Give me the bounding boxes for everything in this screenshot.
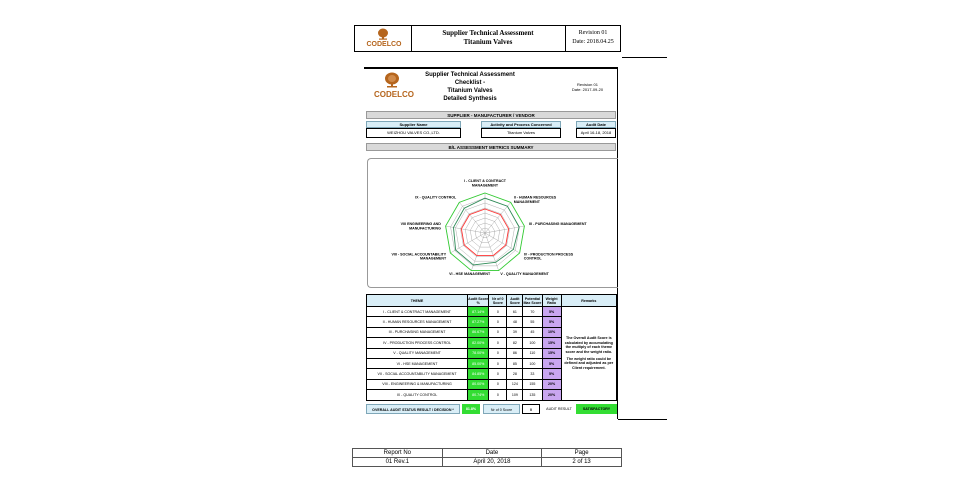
potential-max-cell: 155 [523, 379, 542, 389]
zero-score-label: Nr of 0 Score [483, 404, 520, 414]
footer-value-row [353, 458, 622, 467]
radar-axis-label [415, 196, 457, 200]
bottom-rule [618, 419, 667, 420]
potential-max-cell: 70 [523, 307, 542, 317]
footer-table [352, 448, 622, 467]
radar-axis-label-line: MANAGEMENT [420, 256, 447, 261]
inner-revision-box [560, 82, 615, 92]
audit-score-cell: 61 [507, 307, 523, 317]
nr-zero-cell: 0 [489, 338, 507, 348]
overall-row [366, 404, 617, 414]
theme-cell: VIII - ENGINEERING & MANUFACTURING [367, 379, 468, 389]
inner-title-line4: Detailed Synthesis [443, 96, 497, 102]
zero-score-value: 0 [522, 404, 540, 414]
radar-axis-label-line: VIII - SOCIAL ACCOUNTABILITY [391, 252, 447, 257]
metrics-heading: B/L ASSESSMENT METRICS SUMMARY [366, 143, 616, 151]
footer-date: April 20, 2018 [442, 458, 541, 467]
weight-ratio-cell: 5% [542, 369, 561, 379]
footer-report-no-label: Report No [353, 449, 443, 458]
audit-score-cell: 39 [507, 327, 523, 337]
audit-score-pct-cell: 87.14% [468, 307, 489, 317]
potential-max-cell: 110 [523, 348, 542, 358]
top-header [354, 25, 621, 52]
theme-cell: II - HUMAN RESOURCES MANAGEMENT [367, 317, 468, 327]
col-audit-score-pct: Audit Score % [468, 296, 489, 305]
potential-max-cell: 33 [523, 369, 542, 379]
radar-axis-label [524, 252, 574, 260]
inner-codelco-logo-icon [383, 72, 401, 88]
inner-title-line1: Supplier Technical Assessment [425, 72, 515, 78]
audit-score-cell: 28 [507, 369, 523, 379]
top-title-line1: Supplier Technical Assessment [442, 29, 534, 37]
footer-page: 2 of 13 [542, 458, 622, 467]
radar-spoke [485, 233, 520, 253]
activity-value: Titanium Valves [481, 128, 561, 138]
top-revision-box [565, 26, 620, 51]
inner-title-line3: Titanium Valves [447, 88, 493, 94]
nr-zero-cell: 0 [489, 307, 507, 317]
audit-score-pct-cell: 80.00% [468, 379, 489, 389]
theme-cell: IV - PRODUCTION PROCESS CONTROL [367, 338, 468, 348]
radar-axis-label [449, 272, 491, 276]
radar-spoke [459, 202, 485, 233]
audit-score-pct-cell: 86.67% [468, 327, 489, 337]
overall-label: OVERALL AUDIT STATUS RESULT / DECISION * [366, 404, 460, 414]
radar-axis-label-line: MANAGEMENT [471, 183, 499, 188]
footer-page-label: Page [542, 449, 622, 458]
radar-axis-label-line: I - CLIENT & CONTRACT [464, 179, 506, 184]
supplier-name-label: Supplier Name [366, 121, 461, 128]
top-rule [622, 57, 667, 58]
weight-ratio-cell: 5% [542, 307, 561, 317]
audit-date-value: April 16-18, 2018 [576, 128, 616, 138]
remarks-text-1: The Overall Audit Score is calculated by accumulating the multiply of each theme score and the weight ratio. [564, 336, 613, 354]
table-row [367, 307, 617, 317]
potential-max-cell: 135 [523, 390, 542, 400]
potential-max-cell: 55 [523, 317, 542, 327]
audit-score-cell: 48 [507, 317, 523, 327]
radar-axis-label-line: VIII ENGINEERING AND [400, 222, 441, 227]
supplier-section-heading: SUPPLIER - MANUFACTURER / VENDOR [366, 111, 616, 119]
audit-score-pct-cell: 84.85% [468, 369, 489, 379]
radar-axis-label-line: III - PURCHASING MANAGEMENT [529, 222, 587, 227]
results-header-row [367, 295, 617, 307]
col-nr-zero: Nr of 0 Score [489, 295, 507, 307]
nr-zero-cell: 0 [489, 390, 507, 400]
audit-score-cell: 124 [507, 379, 523, 389]
audit-score-cell: 86 [507, 348, 523, 358]
theme-cell: IX - QUALITY CONTROL [367, 390, 468, 400]
audit-score-cell: 85 [507, 358, 523, 368]
col-potential-max: Potential Max Score [523, 296, 542, 305]
overall-score: 81.8% [462, 404, 480, 414]
remarks-cell [561, 307, 616, 401]
potential-max-cell: 45 [523, 327, 542, 337]
col-theme: THEME [367, 295, 468, 307]
radar-axis-label [514, 196, 557, 204]
top-title [413, 29, 563, 47]
footer-label-row [353, 449, 622, 458]
weight-ratio-cell: 15% [542, 348, 561, 358]
radar-chart [367, 158, 618, 288]
top-logo-text: CODELCO [366, 41, 402, 48]
inner-title [420, 71, 520, 103]
top-revision: Revision 01 [578, 30, 608, 36]
weight-ratio-cell: 20% [542, 390, 561, 400]
radar-axis-label-line: IX - QUALITY CONTROL [415, 195, 457, 200]
nr-zero-cell: 0 [489, 348, 507, 358]
theme-cell: VII - SOCIAL ACCOUNTABILITY MANAGEMENT [367, 369, 468, 379]
audit-date-label: Audit Date [576, 121, 616, 128]
inner-date: Date: 2017-09-20 [571, 87, 604, 92]
weight-ratio-cell: 15% [542, 338, 561, 348]
radar-axis-label-line: IV - PRODUCTION PROCESS [523, 252, 574, 257]
remarks-text-2: The weight ratio could be defined and adjusted as per Client requirement. [564, 356, 614, 370]
radar-axis-label [464, 179, 507, 187]
footer-report-no: 01 Rev.1 [353, 458, 443, 467]
weight-ratio-cell: 5% [542, 317, 561, 327]
radar-axis-label-line: V - QUALITY MANAGEMENT [500, 272, 549, 277]
audit-score-pct-cell: 80.74% [468, 390, 489, 400]
inner-revision: Revision 01 [577, 82, 598, 87]
weight-ratio-cell: 20% [542, 379, 561, 389]
radar-axis-label-line: MANAGEMENT [513, 199, 540, 204]
codelco-logo-icon [376, 28, 390, 40]
radar-axis-label-line: VI - HSE MANAGEMENT [449, 272, 491, 277]
radar-axis-label [401, 222, 442, 230]
radar-axis-label-line: MANUFACTURING [409, 226, 441, 231]
footer-date-label: Date [442, 449, 541, 458]
nr-zero-cell: 0 [489, 317, 507, 327]
theme-cell: VI - HSE MANAGEMENT [367, 358, 468, 368]
weight-ratio-cell: 10% [542, 327, 561, 337]
col-remarks: Remarks [561, 295, 616, 307]
radar-axis-label [392, 252, 447, 260]
nr-zero-cell: 0 [489, 358, 507, 368]
top-date: Date: 2018.04.25 [572, 39, 614, 45]
audit-score-pct-cell: 85.00% [468, 358, 489, 368]
activity-label: Activity and Process Concerned [481, 121, 561, 128]
nr-zero-cell: 0 [489, 327, 507, 337]
audit-result-value: SATISFACTORY [576, 404, 617, 414]
potential-max-cell: 100 [523, 338, 542, 348]
radar-axis-label-line: II - HUMAN RESOURCES [513, 195, 557, 200]
theme-cell: III - PURCHASING MANAGEMENT [367, 327, 468, 337]
radar-axis-label [500, 272, 549, 276]
col-weight-ratio: Weight Ratio [542, 295, 561, 307]
radar-axis-label [529, 222, 587, 226]
theme-cell: V - QUALITY MANAGEMENT [367, 348, 468, 358]
audit-score-pct-cell: 78.00% [468, 348, 489, 358]
top-title-line2: Titanium Valves [463, 38, 513, 46]
nr-zero-cell: 0 [489, 379, 507, 389]
potential-max-cell: 100 [523, 358, 542, 368]
audit-result-label: AUDIT RESULT [546, 407, 572, 411]
audit-score-cell: 82 [507, 338, 523, 348]
supplier-name-value: WEIZHOU VALVES CO.,LTD. [366, 128, 461, 138]
nr-zero-cell: 0 [489, 369, 507, 379]
results-table [366, 294, 617, 401]
audit-score-cell: 109 [507, 390, 523, 400]
radar-axis-label-line: CONTROL [523, 256, 542, 261]
inner-title-line2: Checklist - [454, 80, 486, 86]
inner-logo [372, 72, 412, 102]
radar-spoke [485, 202, 511, 233]
audit-score-pct-cell: 82.00% [468, 338, 489, 348]
weight-ratio-cell: 5% [542, 358, 561, 368]
theme-cell: I - CLIENT & CONTRACT MANAGEMENT [367, 307, 468, 317]
col-audit-score: Audit Score [507, 295, 523, 307]
top-logo [355, 26, 412, 51]
audit-score-pct-cell: 87.27% [468, 317, 489, 327]
inner-logo-text: CODELCO [374, 90, 414, 99]
